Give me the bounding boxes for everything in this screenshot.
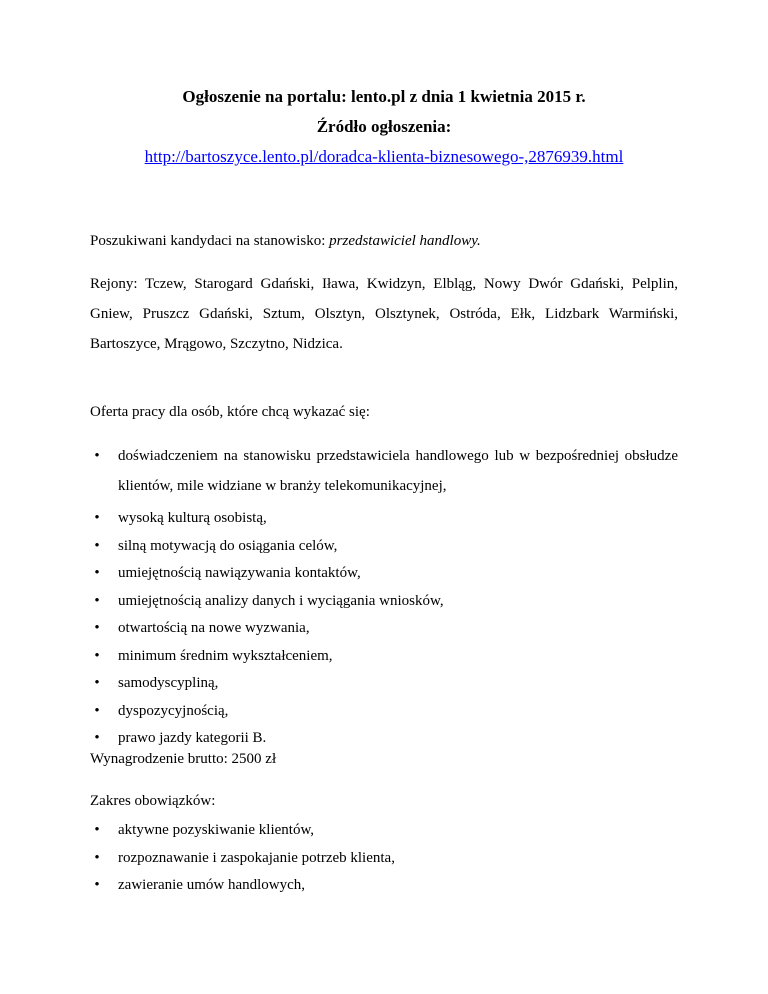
requirement-text: minimum średnim wykształceniem, — [118, 647, 333, 664]
list-item — [90, 643, 678, 671]
requirement-text: umiejętnością nawiązywania kontaktów, — [118, 565, 361, 581]
list-item — [90, 441, 678, 501]
list-item — [90, 872, 678, 900]
bullet-icon: • — [94, 537, 100, 554]
document-header — [90, 82, 678, 172]
source-link[interactable]: http://bartoszyce.lento.pl/doradca-klienta-biznesowego-,2876939.html — [144, 147, 624, 166]
duty-text: rozpoznawanie i zaspokajanie potrzeb klienta, — [118, 849, 395, 866]
requirement-text: wysoką kulturą osobistą, — [118, 510, 267, 526]
bullet-icon: • — [94, 647, 100, 664]
bullet-icon: • — [94, 620, 100, 636]
bullet-icon: • — [94, 592, 100, 609]
source-label: Źródło ogłoszenia: — [316, 117, 452, 136]
bullet-icon: • — [94, 822, 100, 838]
list-item — [90, 698, 678, 726]
offer-intro: Oferta pracy dla osób, które chcą wykazać się: — [90, 404, 370, 420]
requirements-list — [90, 441, 678, 753]
bullet-icon: • — [94, 675, 100, 691]
bullet-icon: • — [94, 730, 100, 746]
position-prefix: Poszukiwani kandydaci na stanowisko: — [90, 233, 330, 249]
list-item — [90, 588, 678, 616]
duty-text: zawieranie umów handlowych, — [118, 877, 306, 893]
list-item — [90, 615, 678, 643]
list-item — [90, 533, 678, 561]
duties-label: Zakres obowiązków: — [90, 793, 216, 809]
requirement-text: dyspozycyjnością, — [118, 702, 229, 719]
requirement-text: silną motywacją do osiągania celów, — [118, 537, 338, 554]
position-paragraph — [90, 226, 678, 256]
requirement-text: samodyscypliną, — [118, 675, 219, 691]
requirement-text: prawo jazdy kategorii B. — [118, 730, 267, 746]
list-item — [90, 505, 678, 533]
salary-paragraph: Wynagrodzenie brutto: 2500 zł — [90, 751, 277, 767]
list-item — [90, 845, 678, 873]
bullet-icon: • — [94, 877, 100, 893]
list-item — [90, 670, 678, 698]
regions-paragraph: Rejony: Tczew, Starogard Gdański, Iława, Kwidzyn, Elbląg, Nowy Dwór Gdański, Pelplin, Gniew, Pruszcz Gdański, Sztum, Olsztyn, Olsztynek, Ostróda, Ełk, Lidzbark Warmiński, Bartoszyce, Mrągowo, Szczytno, Nidzica. — [90, 276, 678, 352]
position-role: przedstawiciel handlowy. — [329, 233, 481, 249]
announcement-title: Ogłoszenie na portalu: lento.pl z dnia 1 kwietnia 2015 r. — [182, 87, 586, 106]
bullet-icon: • — [94, 565, 100, 581]
duty-text: aktywne pozyskiwanie klientów, — [118, 822, 315, 838]
requirement-text: doświadczeniem na stanowisku przedstawiciela handlowego lub w bezpośredniej obsłudze klientów, mile widziane w branży telekomunikacyjnej, — [118, 448, 678, 494]
duties-list — [90, 817, 678, 900]
requirement-text: otwartością na nowe wyzwania, — [118, 620, 310, 636]
bullet-icon: • — [94, 702, 100, 719]
bullet-icon: • — [94, 448, 100, 464]
list-item — [90, 817, 678, 845]
list-item — [90, 560, 678, 588]
bullet-icon: • — [94, 849, 100, 866]
requirement-text: umiejętnością analizy danych i wyciągania wniosków, — [118, 592, 444, 609]
bullet-icon: • — [94, 510, 100, 526]
